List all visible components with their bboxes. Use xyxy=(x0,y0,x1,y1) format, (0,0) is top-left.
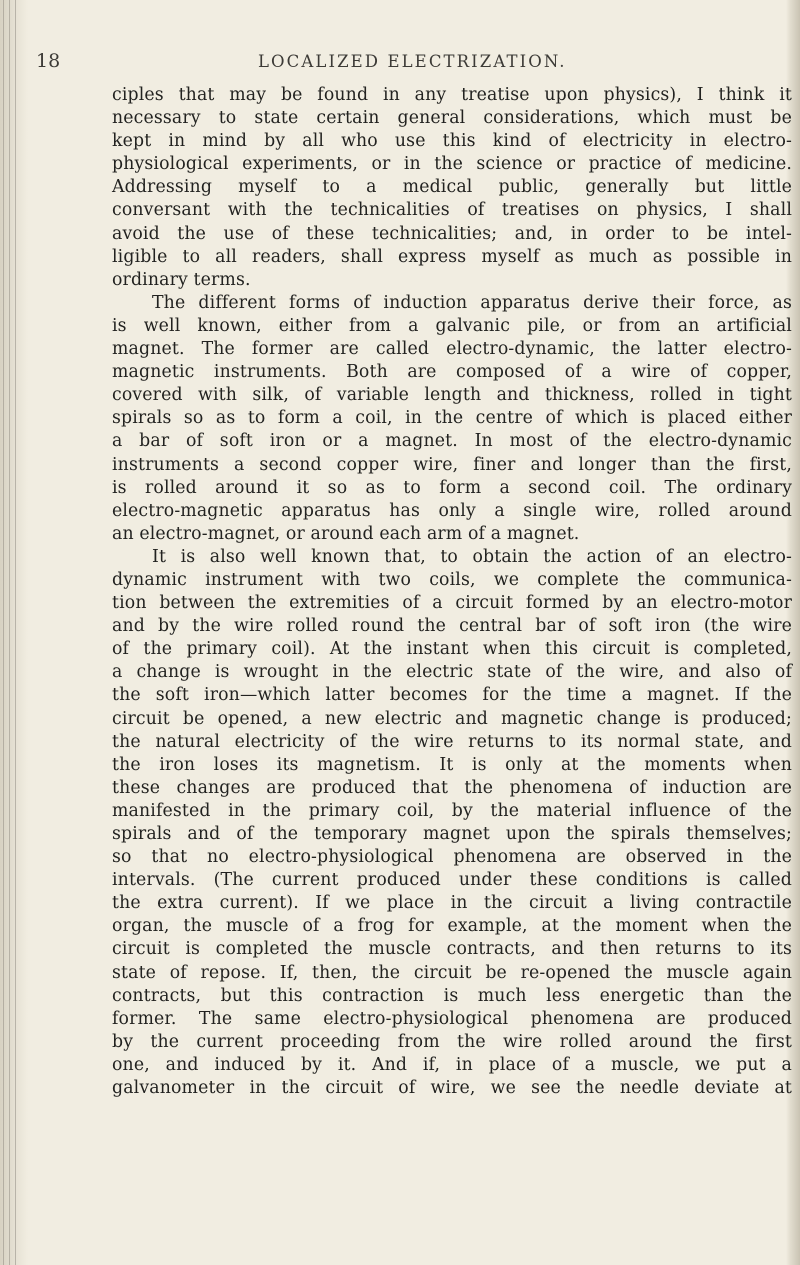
text-line: spirals so as to form a coil, in the centre of which is placed either xyxy=(112,408,792,429)
text-line: dynamic instrument with two coils, we complete the communica- xyxy=(112,569,792,590)
text-line: by the current proceeding from the wire rolled around the first xyxy=(112,1031,792,1052)
text-line: electro-magnetic apparatus has only a single wire, rolled around xyxy=(112,500,792,521)
text-line: kept in mind by all who use this kind of electricity in electro- xyxy=(112,131,792,152)
text-line: ordinary terms. xyxy=(112,269,251,290)
text-line: ciples that may be found in any treatise upon physics), I think it xyxy=(112,85,792,105)
page-header xyxy=(0,50,800,80)
text-line: magnetic instruments. Both are composed of a wire of copper, xyxy=(112,362,792,383)
text-line: galvanometer in the circuit of wire, we see the needle deviate at xyxy=(112,1078,792,1099)
body-text xyxy=(112,84,798,1100)
text-line: intervals. (The current produced under these conditions is called xyxy=(112,870,792,891)
text-line: these changes are produced that the phenomena of induction are xyxy=(112,777,792,798)
text-line: It is also well known that, to obtain the action of an electro- xyxy=(152,546,792,567)
gutter-line xyxy=(3,0,4,1265)
text-line: so that no electro-physiological phenomena are observed in the xyxy=(112,847,792,868)
text-line: circuit is completed the muscle contracts, and then returns to its xyxy=(112,939,792,960)
text-line: spirals and of the temporary magnet upon the spirals themselves; xyxy=(112,824,792,844)
text-line: ligible to all readers, shall express myself as much as possible in xyxy=(112,246,792,267)
running-head: LOCALIZED ELECTRIZATION. xyxy=(258,52,567,71)
text-line: state of repose. If, then, the circuit be re-opened the muscle again xyxy=(112,962,792,983)
text-line: organ, the muscle of a frog for example, at the moment when the xyxy=(112,916,792,937)
text-line: contracts, but this contraction is much less energetic than the xyxy=(112,985,792,1006)
text-line: one, and induced by it. And if, in place of a muscle, we put a xyxy=(112,1054,792,1075)
text-line: circuit be opened, a new electric and magnetic change is produced; xyxy=(112,708,792,729)
text-line: the soft iron—which latter becomes for the time a magnet. If the xyxy=(112,685,792,706)
text-line: covered with silk, of variable length and thickness, rolled in tight xyxy=(112,385,792,406)
text-line: Addressing myself to a medical public, generally but little xyxy=(112,177,792,198)
text-line: tion between the extremities of a circuit formed by an electro-motor xyxy=(112,593,792,614)
page-gutter xyxy=(0,0,28,1265)
text-line: avoid the use of these technicalities; and, in order to be intel- xyxy=(112,223,792,244)
gutter-line xyxy=(15,0,16,1265)
text-line: the extra current). If we place in the circuit a living contractile xyxy=(112,893,792,914)
text-line: is well known, either from a galvanic pile, or from an artificial xyxy=(112,315,792,336)
text-line: manifested in the primary coil, by the material influence of the xyxy=(112,800,792,821)
text-line: physiological experiments, or in the science or practice of medicine. xyxy=(112,154,792,175)
text-line: The different forms of induction apparatus derive their force, as xyxy=(152,292,792,313)
text-line: conversant with the technicalities of treatises on physics, I shall xyxy=(112,200,792,221)
text-line: and by the wire rolled round the central bar of soft iron (the wire xyxy=(112,616,792,637)
text-line: a bar of soft iron or a magnet. In most of the electro-dynamic xyxy=(112,431,792,452)
text-line: an electro-magnet, or around each arm of a magnet. xyxy=(112,523,580,544)
text-line: magnet. The former are called electro-dynamic, the latter electro- xyxy=(112,339,792,360)
text-line: the natural electricity of the wire returns to its normal state, and xyxy=(112,731,792,752)
text-line: of the primary coil). At the instant when this circuit is completed, xyxy=(112,639,792,660)
page-number: 18 xyxy=(36,50,61,72)
text-line: instruments a second copper wire, finer and longer than the first, xyxy=(112,454,792,475)
gutter-line xyxy=(9,0,10,1265)
text-line: a change is wrought in the electric state of the wire, and also of xyxy=(112,662,792,683)
text-line: the iron loses its magnetism. It is only at the moments when xyxy=(112,754,792,775)
text-line: necessary to state certain general considerations, which must be xyxy=(112,108,792,129)
text-line: former. The same electro-physiological phenomena are produced xyxy=(112,1008,792,1029)
text-line: is rolled around it so as to form a second coil. The ordinary xyxy=(112,477,792,498)
